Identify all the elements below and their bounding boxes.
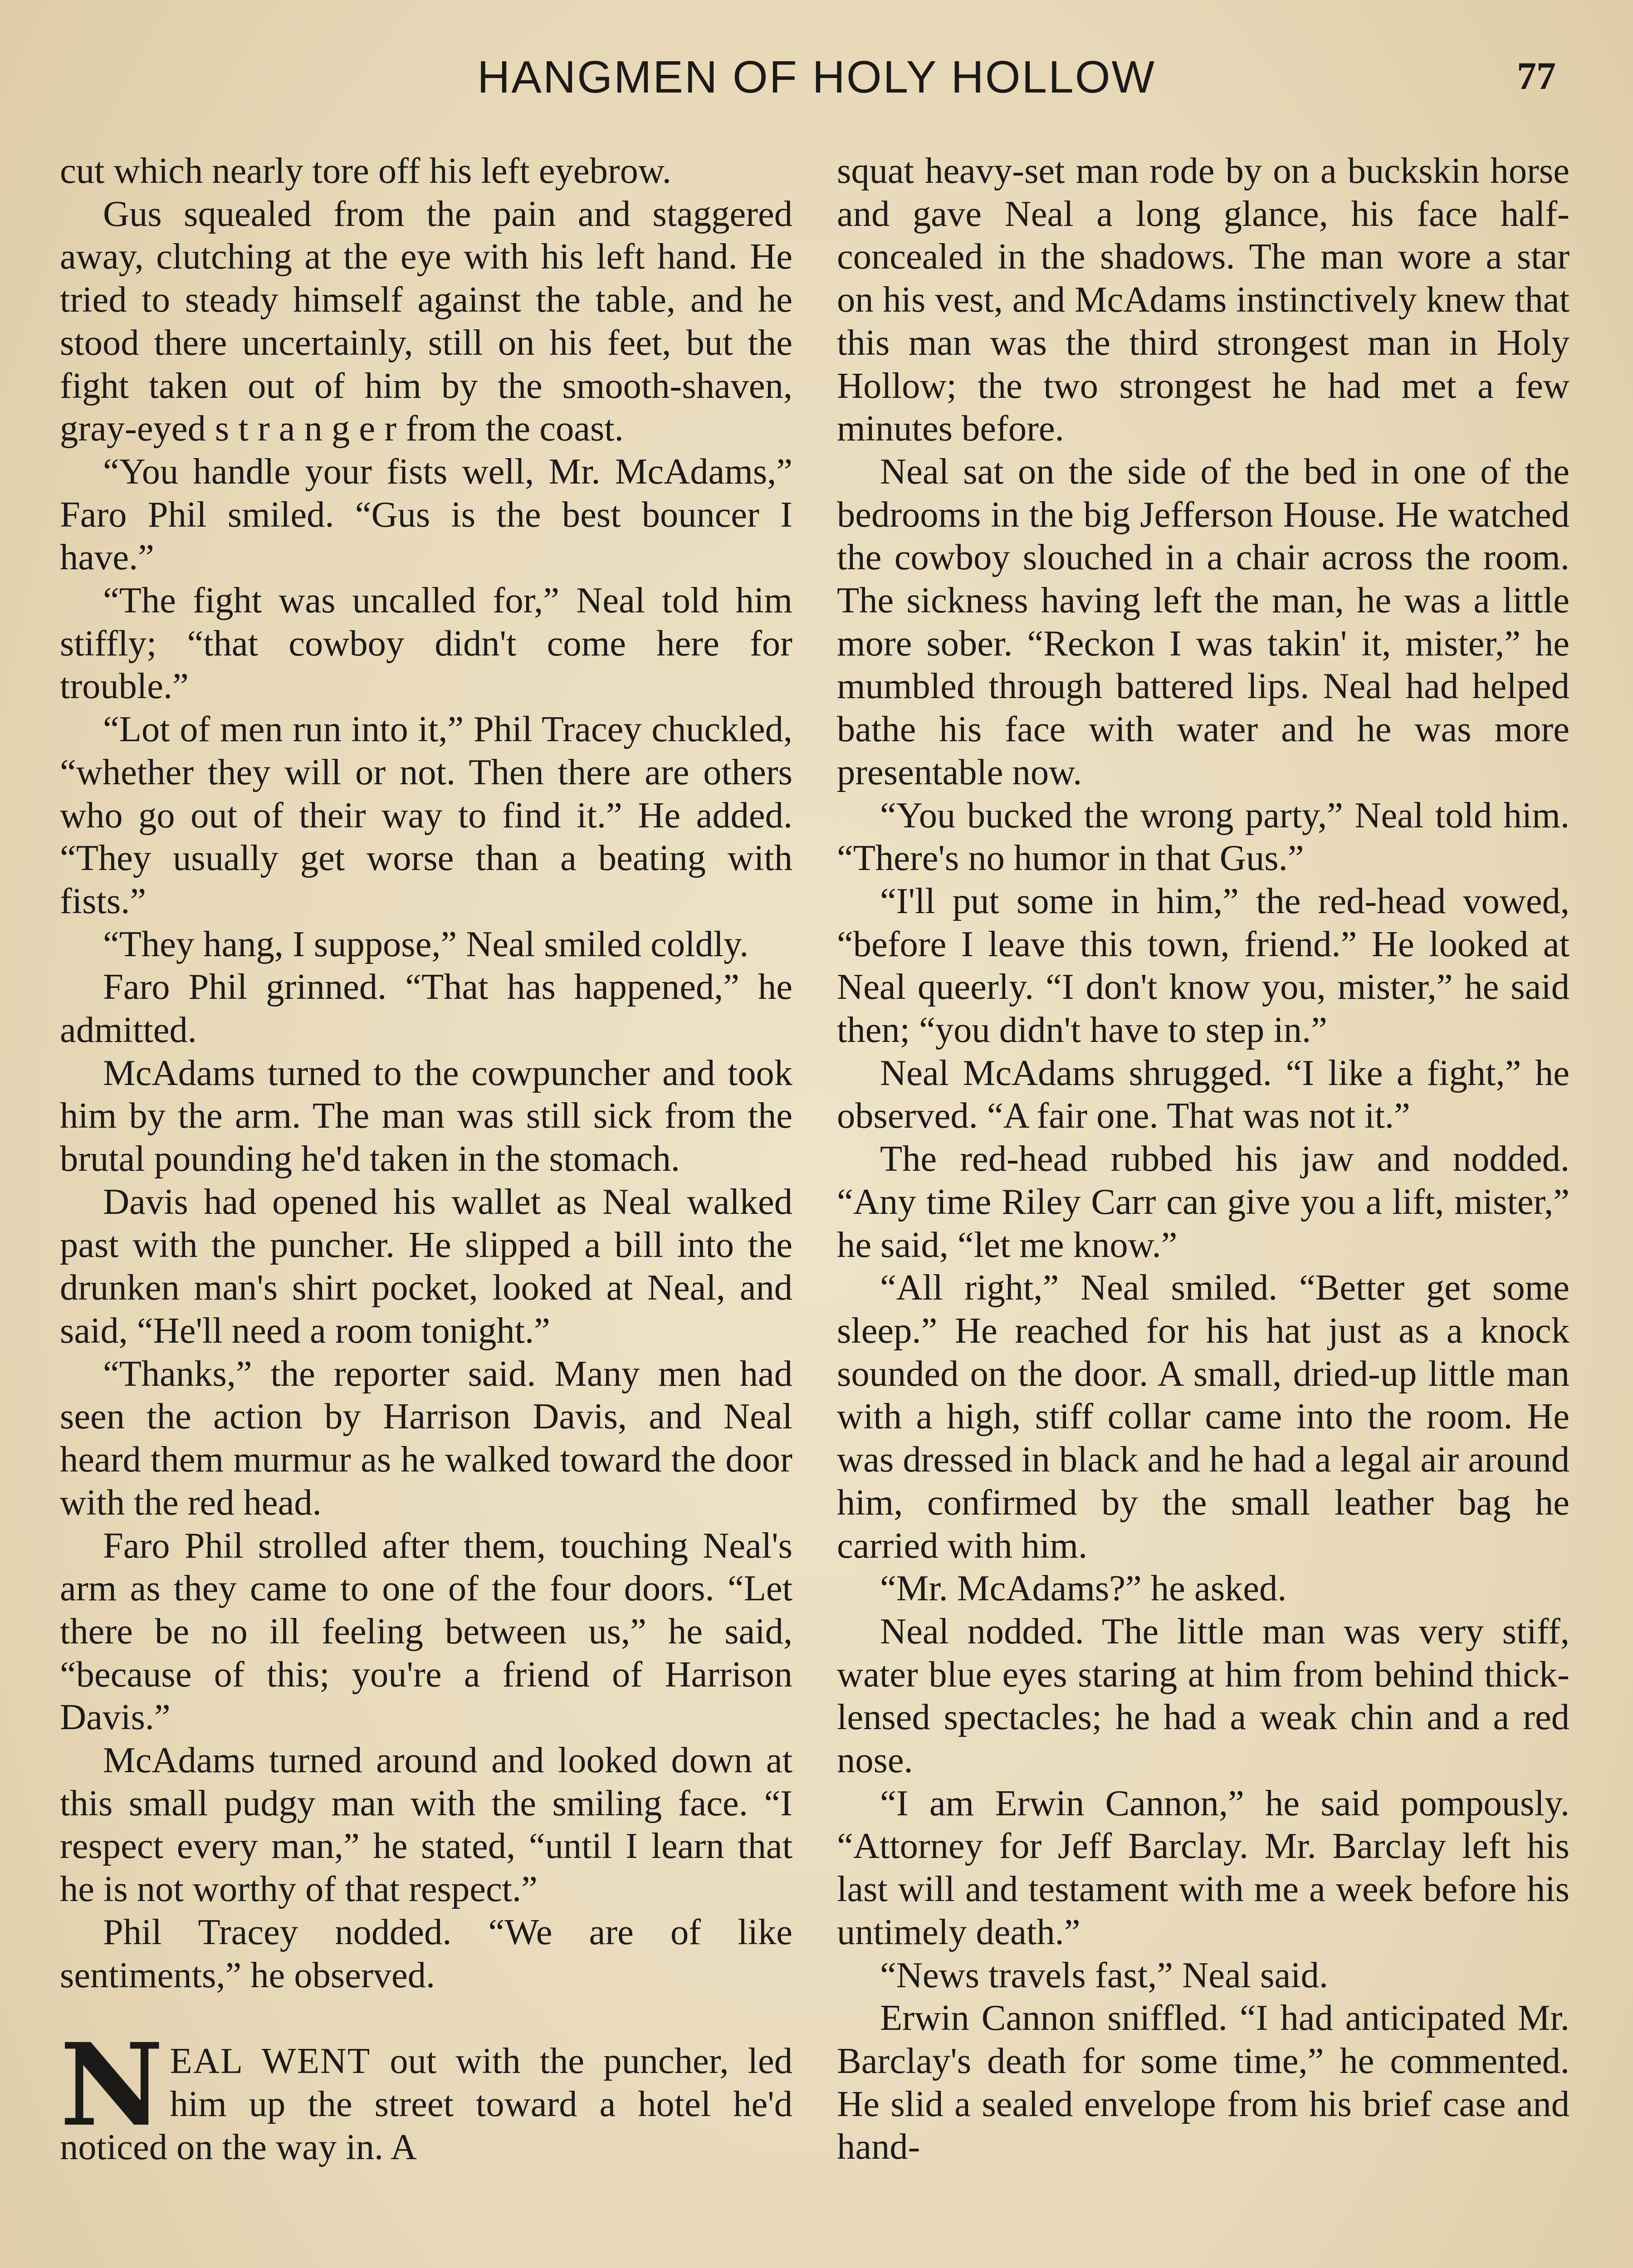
paragraph: “All right,” Neal smiled. “Better get some sleep.” He reached for his hat just as a knock sounded on the door. A small, dried-up little man with a high, stiff collar came into the room. He was dressed in black and he had a legal air around him, confirmed by the small leather bag he carried with him. (837, 1267, 1569, 1566)
paragraph: “You bucked the wrong party,” Neal told him. “There's no humor in that Gus.” (837, 795, 1569, 879)
paragraph: “News travels fast,” Neal said. (880, 1955, 1328, 1995)
paragraph: Gus squealed from the pain and staggered away, clutching at the eye with his left hand. He tried to steady himself against the table, and he stood there uncertainly, still on his feet, but the fight taken out of him by the smooth-shaven, gray-eyed s t r a n g e r from the coast. (60, 193, 792, 449)
paragraph: Phil Tracey nodded. “We are of like sentiments,” he observed. (60, 1911, 792, 1995)
dropcap-lead-words: EAL WENT (170, 2041, 371, 2082)
paragraph: The red-head rubbed his jaw and nodded. “Any time Riley Carr can give you a lift, mister,” he said, “let me know.” (837, 1139, 1569, 1265)
drop-cap: N (60, 2018, 164, 2152)
paragraph: McAdams turned to the cowpuncher and took him by the arm. The man was still sick from the brutal pounding he'd taken in the stomach. (60, 1052, 792, 1179)
right-column (837, 150, 1569, 2268)
paragraph: “Thanks,” the reporter said. Many men had seen the action by Harrison Davis, and Neal heard them murmur as he walked toward the door with the red head. (60, 1353, 792, 1523)
paragraph: “I'll put some in him,” the red-head vowed, “before I leave this town, friend.” He looked at Neal queerly. “I don't know you, mister,” he said then; “you didn't have to step in.” (837, 880, 1569, 1051)
page-number: 77 (1517, 54, 1556, 98)
dropcap-paragraph (60, 2018, 792, 2169)
paragraph: “You handle your fists well, Mr. McAdams,” Faro Phil smiled. “Gus is the best bouncer I have.” (60, 451, 792, 578)
left-column (60, 150, 792, 2268)
running-title: HANGMEN OF HOLY HOLLOW (477, 52, 1156, 103)
section-break (60, 1997, 792, 2040)
paragraph: Faro Phil strolled after them, touching Neal's arm as they came to one of the four doors. “Let there be no ill feeling between us,” he said, “because of this; you're a friend of Harrison Davis.” (60, 1525, 792, 1738)
paragraph: “They hang, I suppose,” Neal smiled coldly. (103, 924, 749, 964)
paragraph: Faro Phil grinned. “That has happened,” he admitted. (60, 967, 792, 1051)
paragraph: squat heavy-set man rode by on a buckskin horse and gave Neal a long glance, his face half-concealed in the shadows. The man wore a star on his vest, and McAdams instinctively knew that this man was the third strongest man in Holy Hollow; the two strongest he had met a few minutes before. (837, 151, 1569, 449)
paragraph: McAdams turned around and looked down at this small pudgy man with the smiling face. “I respect every man,” he stated, “until I learn that he is not worthy of that respect.” (60, 1740, 792, 1910)
paragraph: Neal sat on the side of the bed in one of the bedrooms in the big Jefferson House. He watched the cowboy slouched in a chair across the room. The sickness having left the man, he was a little more sober. “Reckon I was takin' it, mister,” he mumbled through battered lips. Neal had helped bathe his face with water and he was more presentable now. (837, 451, 1569, 792)
dropcap-paragraph-text: out with the puncher, led him up the street toward a hotel he'd noticed on the way in. A (60, 2041, 792, 2167)
paragraph: “The fight was uncalled for,” Neal told him stiffly; “that cowboy didn't come here for trouble.” (60, 580, 792, 707)
paragraph: “Lot of men run into it,” Phil Tracey chuckled, “whether they will or not. Then there are others who go out of their way to find it.” He added. “They usually get worse than a beating with fists.” (60, 709, 792, 921)
paragraph: Neal McAdams shrugged. “I like a fight,” he observed. “A fair one. That was not it.” (837, 1052, 1569, 1136)
paragraph: Neal nodded. The little man was very stiff, water blue eyes staring at him from behind thick-lensed spectacles; he had a weak chin and a red nose. (837, 1611, 1569, 1781)
paragraph: Erwin Cannon sniffled. “I had anticipated Mr. Barclay's death for some time,” he commented. He slid a sealed envelope from his brief case and hand- (837, 1998, 1569, 2167)
paragraph: cut which nearly tore off his left eyebrow. (60, 151, 671, 191)
running-header (0, 43, 1633, 111)
paragraph: Davis had opened his wallet as Neal walked past with the puncher. He slipped a bill into the drunken man's shirt pocket, looked at Neal, and said, “He'll need a room tonight.” (60, 1181, 792, 1351)
paragraph: “I am Erwin Cannon,” he said pompously. “Attorney for Jeff Barclay. Mr. Barclay left his last will and testament with me a week before his untimely death.” (837, 1783, 1569, 1952)
paragraph: “Mr. McAdams?” he asked. (880, 1568, 1287, 1609)
